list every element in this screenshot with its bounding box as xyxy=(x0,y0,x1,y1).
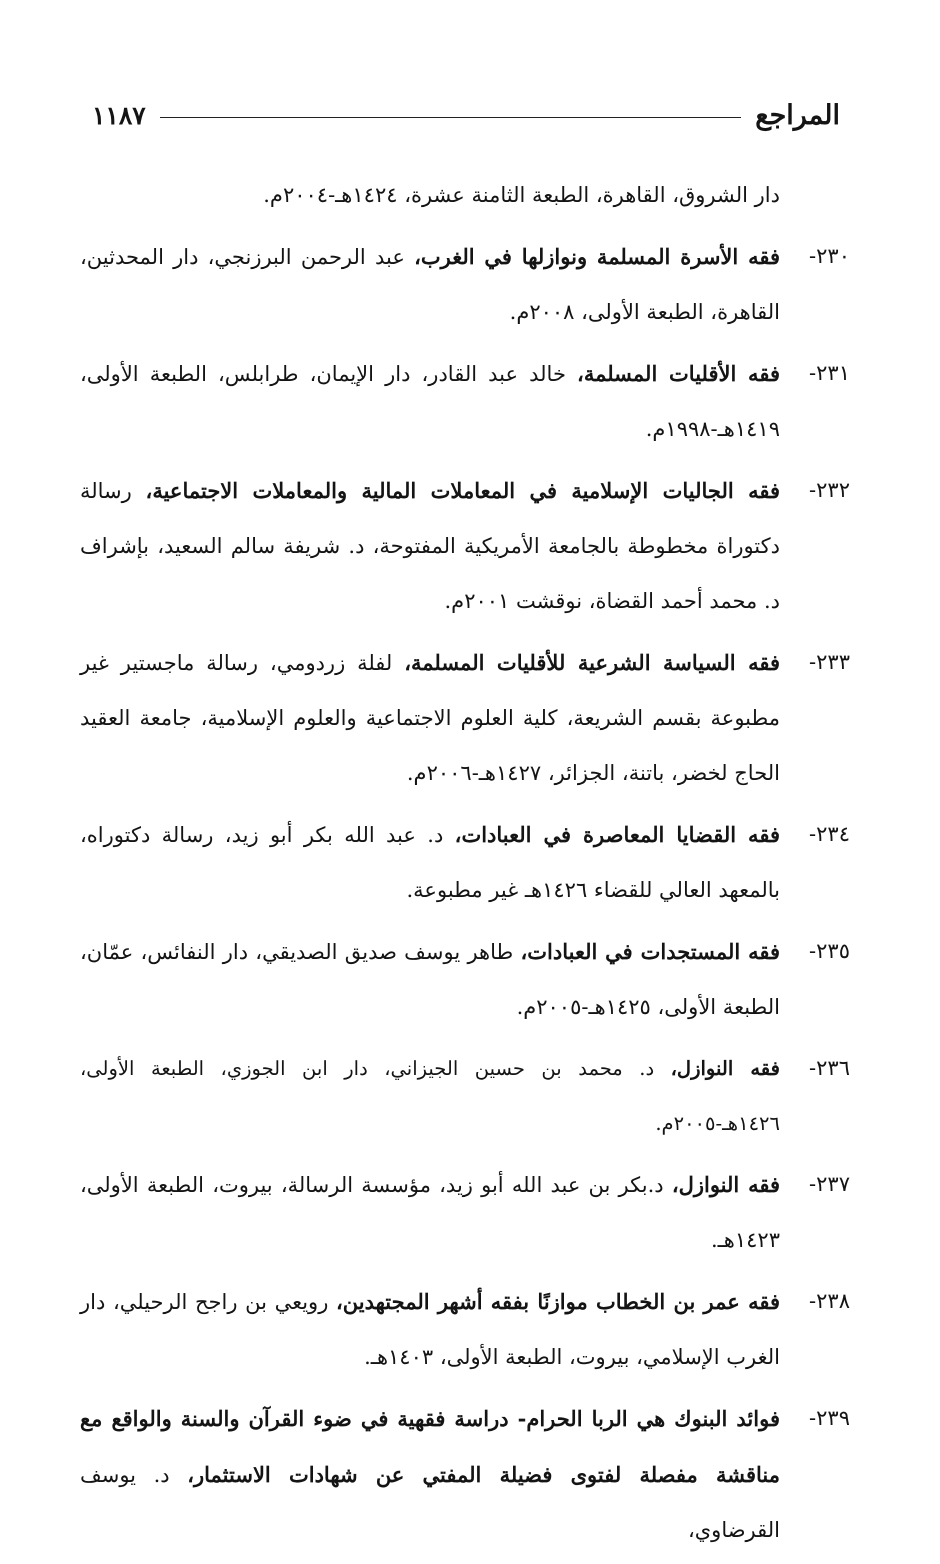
reference-entry xyxy=(80,807,850,918)
reference-entry xyxy=(80,463,850,629)
reference-entry xyxy=(80,1274,850,1385)
entry-title: فقه الأسرة المسلمة ونوازلها في الغرب، xyxy=(414,244,780,269)
entry-text xyxy=(80,346,780,457)
entry-title: فقه السياسة الشرعية للأقليات المسلمة، xyxy=(404,650,780,675)
references-list xyxy=(80,168,850,1564)
entry-title: فقه المستجدات في العبادات، xyxy=(520,939,781,964)
entry-details: خالد عبد القادر، دار الإيمان، طرابلس، الطبعة الأولى، ١٤١٩هـ-١٩٩٨م. xyxy=(80,362,780,441)
continuation-line: دار الشروق، القاهرة، الطبعة الثامنة عشرة، ١٤٢٤هـ-٢٠٠٤م. xyxy=(263,183,780,207)
entry-number: ٢٣٥- xyxy=(809,939,850,963)
entry-details: د. عبد الله بكر أبو زيد، رسالة دكتوراه، بالمعهد العالي للقضاء ١٤٢٦هـ غير مطبوعة. xyxy=(80,823,780,902)
entry-number: ٢٣٦- xyxy=(809,1056,850,1080)
entry-text xyxy=(80,1391,780,1558)
entry-details: د. محمد بن حسين الجيزاني، دار ابن الجوزي، الطبعة الأولى، ١٤٢٦هـ-٢٠٠٥م. xyxy=(80,1057,780,1135)
entry-number: ٢٣٣- xyxy=(809,650,850,674)
entry-text xyxy=(80,463,780,629)
entry-title: فوائد البنوك هي الربا الحرام- دراسة فقهية في ضوء القرآن والسنة والواقع مع مناقشة مفصلة لفتوى فضيلة المفتي عن شهادات الاستثمار، xyxy=(80,1406,780,1487)
entry-number: ٢٣٢- xyxy=(809,478,850,502)
entry-details: طاهر يوسف صديق الصديقي، دار النفائس، عمّان، الطبعة الأولى، ١٤٢٥هـ-٢٠٠٥م. xyxy=(80,940,780,1019)
header-rule xyxy=(160,117,741,118)
entry-title: فقه النوازل، xyxy=(671,1172,780,1197)
entry-title: فقه عمر بن الخطاب موازنًا بفقه أشهر المجتهدين، xyxy=(335,1289,781,1314)
entry-number: ٢٣٨- xyxy=(809,1289,850,1313)
page-number: ١١٨٧ xyxy=(92,100,146,130)
entry-number: ٢٣٠- xyxy=(809,244,850,268)
reference-entry xyxy=(80,924,850,1035)
entry-text xyxy=(80,229,780,340)
entry-details: د.بكر بن عبد الله أبو زيد، مؤسسة الرسالة، بيروت، الطبعة الأولى، ١٤٢٣هـ. xyxy=(80,1173,780,1252)
entry-title: فقه النوازل، xyxy=(670,1057,780,1080)
reference-entry xyxy=(80,1041,850,1151)
entry-number: ٢٣١- xyxy=(809,361,850,385)
entry-number: ٢٣٩- xyxy=(809,1406,850,1430)
entry-details: لفلة زردومي، رسالة ماجستير غير مطبوعة بقسم الشريعة، كلية العلوم الاجتماعية والعلوم الإسلامية، جامعة العقيد الحاج لخضر، باتنة، الجزائر، ١٤٢٧هـ-٢٠٠٦م. xyxy=(80,651,780,785)
entry-number: ٢٣٤- xyxy=(809,822,850,846)
entry-text xyxy=(80,635,780,801)
entry-title: فقه الجاليات الإسلامية في المعاملات المالية والمعاملات الاجتماعية، xyxy=(145,478,780,503)
reference-entry xyxy=(80,1391,850,1558)
entry-text xyxy=(80,1041,780,1151)
reference-entry xyxy=(80,1157,850,1268)
entry-text xyxy=(80,1157,780,1268)
entry-details: رويعي بن راجح الرحيلي، دار الغرب الإسلامي، بيروت، الطبعة الأولى، ١٤٠٣هـ. xyxy=(80,1290,780,1369)
reference-entry xyxy=(80,229,850,340)
entry-text xyxy=(80,1274,780,1385)
entry-number: ٢٣٧- xyxy=(809,1172,850,1196)
entry-details: د. يوسف القرضاوي، xyxy=(80,1463,780,1542)
entry-title: فقه القضايا المعاصرة في العبادات، xyxy=(454,822,780,847)
entry-text xyxy=(80,924,780,1035)
entry-title: فقه الأقليات المسلمة، xyxy=(577,361,780,386)
reference-entry xyxy=(80,635,850,801)
header-title: المراجع xyxy=(755,99,840,131)
reference-entry xyxy=(80,346,850,457)
entry-details: عبد الرحمن البرزنجي، دار المحدثين، القاهرة، الطبعة الأولى، ٢٠٠٨م. xyxy=(80,245,780,324)
entry-text xyxy=(80,807,780,918)
running-header xyxy=(92,95,840,135)
entry-details: رسالة دكتوراة مخطوطة بالجامعة الأمريكية المفتوحة، د. شريفة سالم السعيد، بإشراف د. محمد أحمد القضاة، نوقشت ٢٠٠١م. xyxy=(80,479,780,613)
